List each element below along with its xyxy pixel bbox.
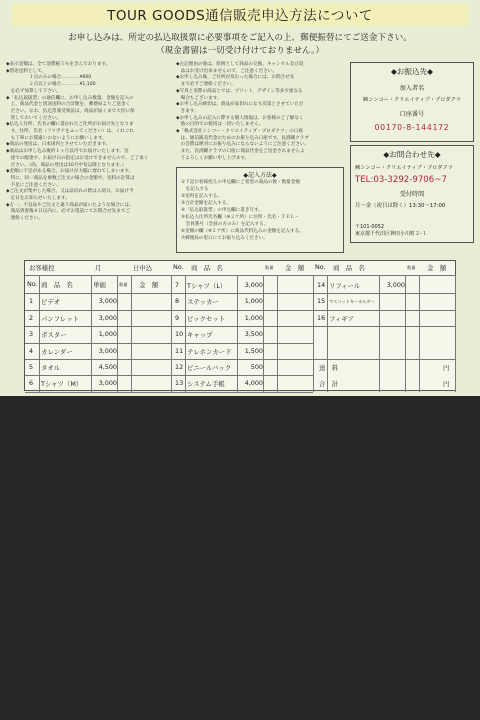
note-line: ださい。（尚、商品の発送は10月中旬以降となります。）	[6, 162, 127, 168]
left-notes	[6, 62, 174, 223]
guide-step: ①下記お客様控えの申込欄にご希望の商品の数・数量金額	[181, 180, 300, 185]
item-price: 3,000	[386, 281, 405, 289]
note-line: ◆金額に不足がある場合、お届けが大幅に遅れてしまいます。	[6, 169, 134, 175]
item-price: 1,500	[244, 346, 263, 355]
note-line: ◆商品の発送は、日本国内とさせていただきます。	[6, 142, 111, 148]
column-header-amount: 金 額	[427, 264, 447, 272]
item-price: 1,000	[244, 313, 263, 322]
fill-in-guide-steps	[177, 179, 343, 242]
item-name: タオル	[41, 364, 61, 372]
row-rule	[313, 359, 455, 360]
item-name: Tシャツ（L）	[187, 282, 227, 290]
note-line: ◆別途送料として、	[6, 68, 47, 74]
note-line: 他の目的での使用は一切いたしません。	[176, 122, 264, 128]
item-name: ステッカー	[187, 298, 219, 307]
item-number: 9	[175, 313, 180, 322]
item-number: 8	[175, 297, 180, 306]
row-rule	[25, 392, 171, 393]
item-price: 3,000	[98, 297, 117, 306]
note-line: まで必ずご連絡ください。	[176, 82, 236, 88]
month-label: 月	[95, 264, 102, 272]
item-price: 1,000	[98, 330, 117, 339]
note-line: ◆万一、不良品やご注文と違う商品が届いたような場合には、	[6, 202, 134, 208]
hours-label: 受付時間	[399, 191, 425, 198]
row-rule	[171, 326, 313, 327]
note-line: ◆「払込取扱票」の通信欄に、お申し込み数量、金額を記入の	[6, 95, 134, 101]
note-line: ◆表示金額は、全て消費税５％を含んでおります。	[6, 62, 111, 67]
form-rule	[25, 275, 455, 276]
customer-copy-label: お客様控	[29, 264, 55, 272]
note-line: 連絡ください。	[6, 216, 43, 222]
payee-name-label: 加入者名	[399, 85, 425, 92]
note-line: 管しておいてください。	[6, 115, 62, 121]
note-line: ださい。なお、払込票兼受領証は、商品が届くまで大切に保	[6, 108, 135, 114]
total-label: 合 計	[319, 380, 339, 389]
row-rule	[25, 310, 171, 311]
item-name: ピックセット	[187, 314, 226, 323]
contact-heading: ◆お問合わせ先◆	[383, 150, 441, 159]
note-line: 商品到着後８日以内に、必ずお電話にてお問合せ先までご	[6, 209, 131, 215]
note-line: 定日をお知らせいたします。	[6, 196, 70, 202]
business-hours: 月～金（祝日は除く）13:30～17:00	[355, 203, 446, 209]
row-rule	[25, 326, 171, 327]
fill-in-guide	[176, 167, 344, 253]
item-name: フィギア	[329, 314, 355, 323]
note-line: 場合もございます。	[176, 95, 222, 101]
note-line: 上、商品代金と別途送料の合計額を、郵便局よりご送金く	[6, 102, 131, 108]
row-rule	[171, 310, 313, 311]
column-header-qty: 数量	[119, 282, 128, 287]
column-rule	[237, 275, 238, 392]
note-line: ◆商品はお申し込み後約１ヶ月以内でお届けいたします。送	[6, 149, 129, 155]
column-rule	[405, 275, 406, 392]
item-name: カレンダー	[41, 347, 73, 356]
note-line: 不足にご注意ください。	[6, 182, 62, 188]
lead-line-2: （現金書留は一切受け付けておりません。）	[155, 46, 325, 56]
note-line: の会費は絶対にお振り込みにならないようにご注意ください。	[176, 142, 310, 148]
row-rule	[171, 375, 313, 376]
item-name: ビデオ	[41, 298, 61, 307]
payment-destination-box	[350, 62, 474, 142]
item-name: ポスター	[41, 331, 67, 340]
row-rule	[25, 343, 171, 344]
item-name: Tシャツ（M）	[41, 380, 83, 389]
item-number: 1	[29, 297, 34, 306]
note-line: を必ず加算して下さい。	[6, 88, 62, 94]
guide-step: ②送料を記入する。	[181, 194, 222, 199]
total-yen: 円	[443, 380, 450, 389]
item-name: パンフレット	[41, 314, 80, 323]
item-price: 4,000	[244, 379, 263, 388]
column-header-amount: 金 額	[139, 281, 159, 289]
contact-address	[355, 224, 427, 238]
item-price: 500	[250, 363, 263, 371]
note-line: 品はお受け出来ませんので、ご注意ください。	[176, 68, 277, 74]
column-rule	[185, 275, 186, 392]
payee-company: ㈱シンコー・クリエイティブ・プロダクツ	[363, 97, 461, 103]
item-number: 16	[317, 313, 326, 322]
note-line: ◆払込人住所、氏名の欄に書かれたご住所がお届け先となりま	[6, 122, 134, 128]
note-line: ◆お申し込みの記入に際する個人情報は、お客様のご了解なく	[176, 115, 304, 121]
shipping-yen: 円	[443, 364, 450, 372]
item-name: システム手帳	[187, 380, 225, 389]
note-line: ◆お申し込み締切は、商品が品切れになり次第とさせていただ	[176, 102, 304, 108]
item-number: 3	[29, 330, 34, 339]
note-line: ◆左記理由の他は、原則として商品の交換、キャンセル及び返	[176, 62, 304, 67]
note-line: す。住所、氏名（フリガナをふってください）は、くれぐれ	[6, 129, 135, 135]
postal-code: 〒101-0052	[355, 224, 385, 230]
guide-step: を記入する	[181, 187, 209, 192]
item-price: 3,000	[98, 346, 117, 355]
item-number: 7	[175, 281, 180, 289]
item-number: 5	[29, 363, 34, 371]
row-rule	[25, 359, 171, 360]
note-line: きます。	[176, 108, 199, 114]
dark-background	[0, 396, 480, 720]
item-name: マスコットキーホルダー	[329, 299, 375, 305]
shipping-label: 送 料	[319, 364, 339, 372]
column-header-price: 単価	[93, 281, 106, 289]
item-name: ビニールバック	[187, 364, 232, 372]
item-number: 10	[175, 330, 184, 339]
item-number: 12	[175, 363, 184, 371]
date-label: 日申込	[133, 264, 153, 272]
row-rule	[171, 293, 313, 294]
contact-phone: TEL:03-3292-9706~7	[355, 175, 447, 185]
column-header-qty: 数量	[265, 265, 274, 270]
row-rule	[171, 392, 313, 393]
row-rule	[313, 293, 455, 294]
item-number: 2	[29, 313, 34, 322]
guide-step: ⑦郵便局の窓口にてお振り込みください。	[181, 236, 268, 241]
column-header-qty: 数量	[407, 265, 416, 270]
account-number-label: 口座番号	[399, 111, 425, 118]
page-title: TOUR GOODS通信販売申込方法について	[107, 8, 373, 24]
note-line: ◆「株式会社シンコー・クリエイティブ・プロダクツ」の口座	[176, 129, 303, 135]
row-rule	[313, 310, 455, 311]
street-address: 東京都千代田区神田小川町２-１	[355, 231, 427, 237]
column-header-no: No.	[173, 263, 184, 271]
item-price: 3,000	[98, 379, 117, 388]
note-line: ◆お申し込み後、ご住所が変わった場合には、お問合せ先	[176, 75, 295, 81]
row-rule	[313, 326, 455, 327]
note-line: また、長渕剛クラブの口座に商品代金をご送金されませんよ	[176, 149, 305, 155]
column-header-no: No.	[315, 263, 326, 271]
note-line: 達での配達や、お届け日の指定はお受けできませんので、ご了承く	[6, 155, 149, 161]
lead-text	[0, 32, 480, 58]
column-rule	[117, 275, 118, 392]
column-rule	[263, 275, 264, 392]
row-rule	[25, 293, 171, 294]
column-header-name: 商 品 名	[333, 264, 365, 272]
column-rule	[327, 275, 328, 392]
item-price: 1,000	[244, 297, 263, 306]
item-number: 14	[317, 281, 326, 289]
column-rule	[131, 275, 132, 392]
item-number: 15	[317, 297, 326, 306]
item-number: 13	[175, 379, 184, 388]
guide-step: ⑥金額の欄（※２ケ所）に商品代料込みの金額を記入する。	[181, 229, 304, 234]
contact-company: ㈱シンコー・クリエイティブ・プロダクツ	[355, 165, 453, 171]
guide-step: ⑤払込人住所氏名欄（※２ケ所）に住所・氏名・ＴＥＬ・	[181, 215, 300, 220]
column-header-no: No.	[27, 280, 38, 288]
note-line: 特に、同一商品を複数ご注文の場合の金額や、送料の計算は	[6, 175, 135, 181]
note-line: ２点以上の場合…………¥1,100	[6, 82, 96, 88]
item-name: リフィール	[329, 282, 361, 290]
column-rule	[91, 275, 92, 392]
item-price: 4,500	[98, 363, 117, 371]
column-rule	[455, 275, 456, 392]
note-line: は、通信販売代金のためのお振り込み口座です。長渕剛クラブ	[176, 135, 309, 141]
contact-box	[350, 145, 474, 243]
column-rule	[379, 275, 380, 392]
column-header-amount: 金 額	[285, 264, 305, 272]
note-line: うよろしくお願い申し上げます。	[176, 155, 250, 161]
row-rule	[171, 359, 313, 360]
guide-step: ③合計金額を記入する。	[181, 201, 232, 206]
item-price: 3,000	[98, 313, 117, 322]
row-rule	[171, 343, 313, 344]
item-number: 4	[29, 346, 34, 355]
column-rule	[419, 275, 420, 392]
item-price: 3,500	[244, 330, 263, 339]
payment-heading: ◆お振込先◆	[390, 67, 434, 76]
note-line: ◆写真と実際の商品とでは、プリント、デザイン等多少異なる	[176, 88, 303, 94]
column-header-name: 商 品 名	[41, 281, 73, 289]
fill-in-guide-title: ◆記入方法◆	[243, 172, 277, 179]
column-header-name: 商 品 名	[191, 264, 223, 272]
guide-step: 会員番号（会員の方のみ）を記入する。	[181, 222, 269, 227]
note-line: １点のみの場合…………¥800	[6, 75, 92, 81]
lead-line-1: お申し込みは、所定の払込取扱票に必要事項をご記入の上、郵便振替にてご送金下さい。	[68, 33, 412, 43]
note-line: ◆ご注文が集中した場合、又は品切れの際は入荷日、お届け予	[6, 189, 134, 195]
customer-copy-order-form	[24, 260, 456, 391]
note-line: も丁寧にお間違いのないようにお願いします。	[6, 135, 107, 141]
guide-step: ④「払込取扱票」の申込欄に書き写す。	[181, 208, 263, 213]
item-number: 6	[29, 379, 34, 388]
item-name: キャップ	[187, 331, 213, 340]
column-rule	[39, 275, 40, 392]
item-number: 11	[175, 346, 184, 355]
middle-notes	[176, 62, 346, 163]
row-rule	[25, 375, 171, 376]
item-price: 3,000	[244, 281, 263, 289]
account-number: 00170-8-144172	[374, 123, 450, 132]
column-rule	[277, 275, 278, 392]
item-name: テレホンカード	[187, 347, 232, 356]
